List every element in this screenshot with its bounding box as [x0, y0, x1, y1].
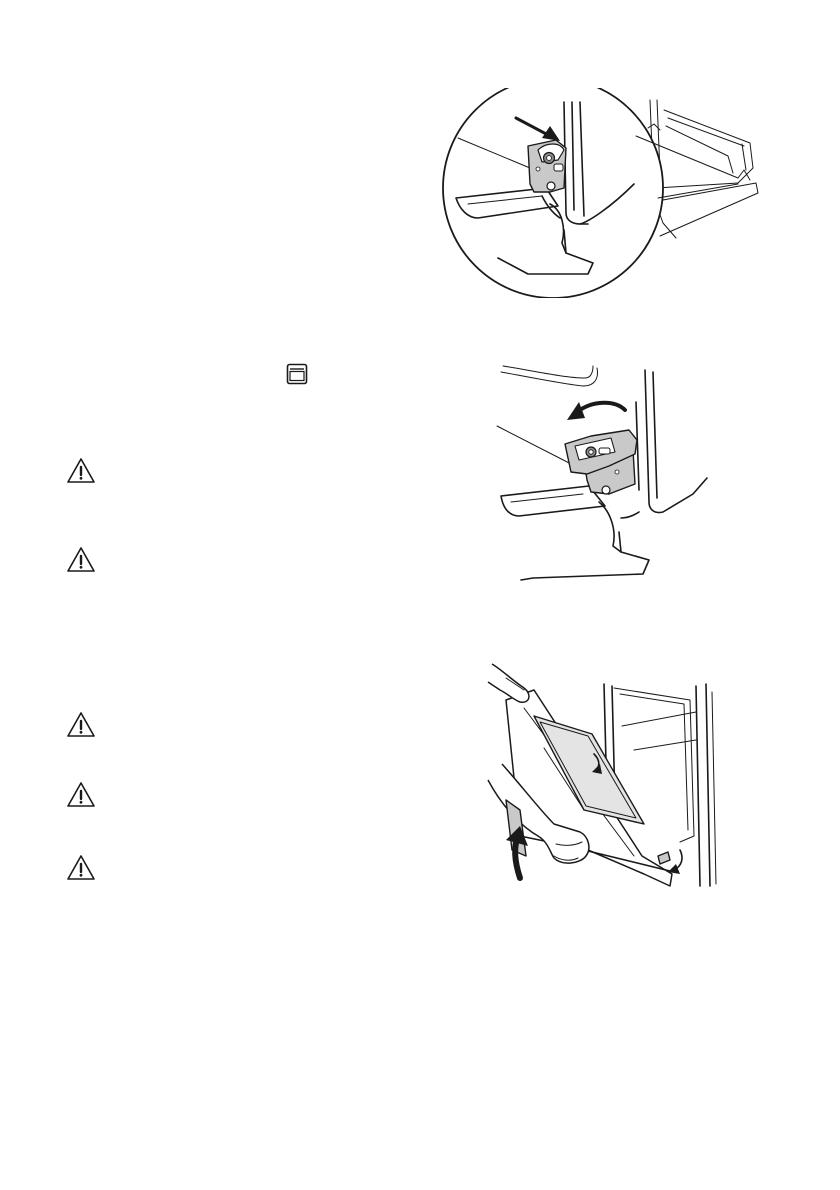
door-removal-figure	[484, 660, 724, 890]
hinge-lever-detail-figure	[438, 88, 768, 298]
curved-arrow-icon	[567, 402, 625, 420]
magnifier-lens	[443, 88, 663, 298]
warning-icon	[66, 780, 96, 810]
oven-door-symbol-icon	[286, 363, 308, 385]
warning-icon	[66, 710, 96, 740]
warning-icon	[66, 545, 96, 575]
warning-icon	[66, 456, 96, 486]
oven-door-frame	[648, 100, 758, 238]
hinge-lever-lift-figure	[493, 362, 718, 588]
warning-icon	[66, 853, 96, 883]
